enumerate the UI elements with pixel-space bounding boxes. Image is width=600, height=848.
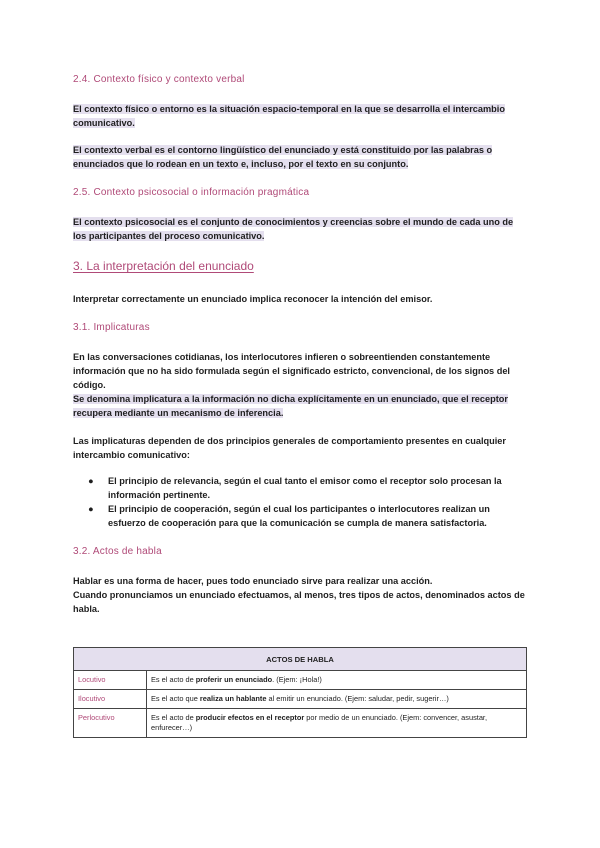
definition-key: realiza un hablante (199, 694, 267, 703)
bullet-icon: ● (88, 476, 94, 486)
implicature-definition-paragraph (73, 392, 525, 420)
act-definition (147, 709, 527, 738)
table-title: ACTOS DE HABLA (74, 648, 527, 671)
implicature-principles-paragraph: Las implicaturas dependen de dos principios generales de comportamiento presentes en cualquier intercambio comunicativo: (73, 436, 506, 460)
speech-acts-line-2: Cuando pronunciamos un enunciado efectuamos, al menos, tres tipos de actos, denominados actos de habla. (73, 590, 525, 614)
physical-context-paragraph (73, 102, 525, 130)
definition-suffix: . (Ejem: ¡Hola!) (272, 675, 322, 684)
table-row (74, 709, 527, 738)
psychosocial-context-paragraph (73, 215, 525, 243)
interpretation-paragraph: Interpretar correctamente un enunciado implica reconocer la intención del emisor. (73, 294, 433, 304)
definition-suffix: por medio de un enunciado. (Ejem: convencer, asustar, enfurecer…) (151, 713, 488, 732)
act-term-ilocutivo: Ilocutivo (74, 690, 147, 709)
list-item (88, 474, 518, 502)
bullet-icon: ● (88, 504, 94, 514)
definition-key: producir efectos en el receptor (195, 713, 305, 722)
speech-acts-table (73, 647, 527, 738)
act-definition (147, 690, 527, 709)
table-row (74, 671, 527, 690)
verbal-context-text: es el contorno lingüístico del enunciado y está constituido por las palabras o enunciados que lo rodean en un texto e, incluso, por el texto en su conjunto. (73, 145, 493, 169)
section-3-heading: 3. La interpretación del enunciado (73, 259, 254, 273)
principles-list (88, 474, 518, 530)
act-definition (147, 671, 527, 690)
list-item (88, 502, 518, 530)
definition-prefix: Es el acto que (151, 694, 200, 703)
relevance-principle-text: El principio de relevancia, según el cual tanto el emisor como el receptor solo procesan la información pertinente. (108, 476, 502, 500)
definition-prefix: Es el acto de (151, 675, 196, 684)
psychosocial-context-text: El contexto psicosocial es el conjunto de conocimientos y creencias sobre el mundo de cada uno de los participantes del proceso comunicativo. (73, 217, 514, 241)
definition-prefix: Es el acto de (151, 713, 196, 722)
definition-key: proferir un enunciado (195, 675, 273, 684)
act-term-perlocutivo: Perlocutivo (74, 709, 147, 738)
verbal-context-paragraph (73, 143, 525, 171)
act-term-locutivo: Locutivo (74, 671, 147, 690)
cooperation-principle-text: El principio de cooperación, según el cual los participantes o interlocutores realizan un esfuerzo de cooperación para que la comunicación se cumpla de manera satisfactoria. (108, 504, 490, 528)
implicature-definition-text: Se denomina implicatura a la información no dicha explícitamente en un enunciado, que el receptor recupera mediante un mecanismo de inferencia. (73, 394, 508, 418)
table-row (74, 690, 527, 709)
definition-suffix: al emitir un enunciado. (Ejem: saludar, pedir, sugerir…) (266, 694, 449, 703)
speech-acts-line-1: Hablar es una forma de hacer, pues todo enunciado sirve para realizar una acción. (73, 576, 433, 586)
speech-acts-paragraph (73, 574, 525, 616)
verbal-context-term: El contexto verbal (73, 145, 153, 155)
section-2-4-heading: 2.4. Contexto físico y contexto verbal (73, 74, 245, 85)
implicatures-intro-paragraph: En las conversaciones cotidianas, los interlocutores infieren o sobreentienden constantemente información que no ha sido formulada según el significado estricto, convencional, de los signos del código. (73, 352, 510, 390)
section-3-2-heading: 3.2. Actos de habla (73, 546, 162, 557)
section-3-1-heading: 3.1. Implicaturas (73, 322, 150, 333)
section-2-5-heading: 2.5. Contexto psicosocial o información pragmática (73, 187, 310, 198)
physical-context-text: El contexto físico o entorno es la situación espacio-temporal en la que se desarrolla el intercambio comunicativo. (73, 104, 505, 128)
